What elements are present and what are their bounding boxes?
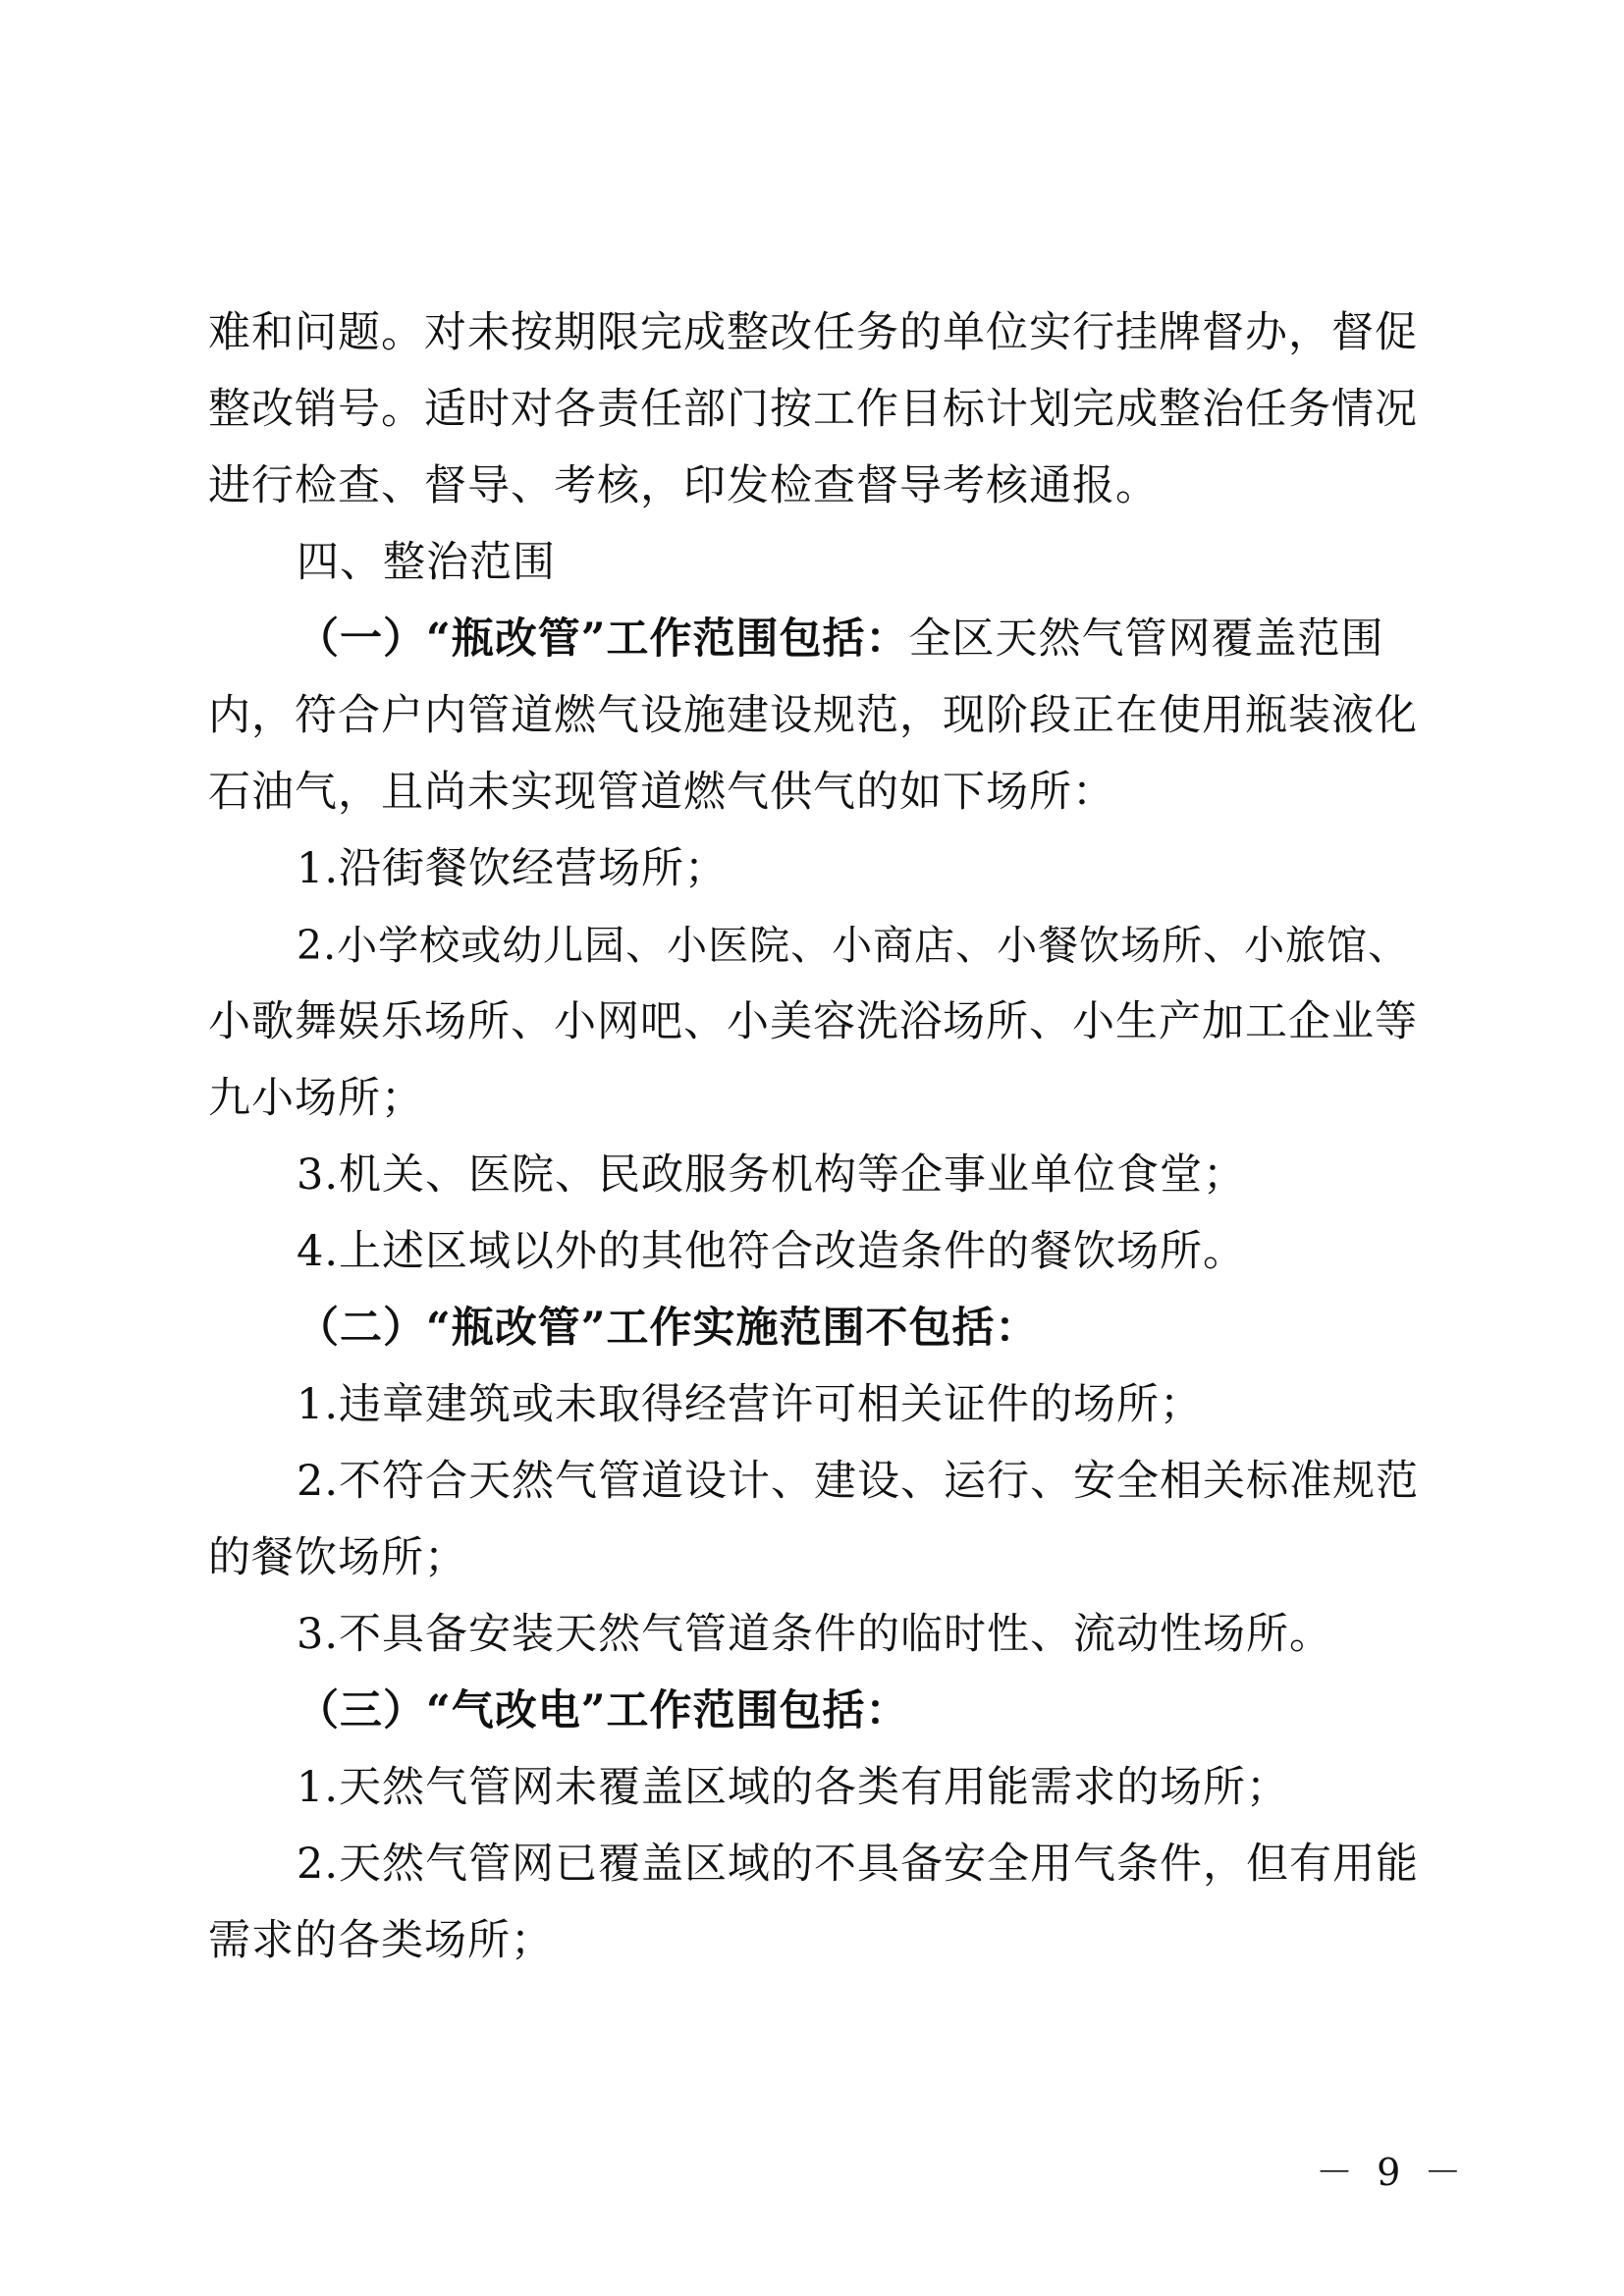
list-item: 3.机关、医院、民政服务机构等企事业单位食堂； — [297, 1150, 1247, 1200]
list-item: 1.违章建筑或未取得经营许可相关证件的场所； — [297, 1380, 1204, 1429]
paragraph-line: 进行检查、督导、考核，印发检查督导考核通报。 — [208, 461, 1159, 510]
section-heading: 四、整治范围 — [297, 538, 556, 587]
paragraph-line: 石油气，且尚未实现管道燃气供气的如下场所： — [208, 768, 1115, 817]
subsection-heading: （三）“气改电”工作范围包括： — [297, 1686, 909, 1735]
list-item: 1.天然气管网未覆盖区域的各类有用能需求的场所； — [297, 1763, 1290, 1812]
page-number: － 9 － — [1316, 2151, 1468, 2194]
subsection-heading: （二）“瓶改管”工作实施范围不包括： — [297, 1304, 1039, 1353]
list-item: 2.小学校或幼儿园、小医院、小商店、小餐饮场所、小旅馆、 — [297, 922, 1410, 969]
paragraph-line: 内，符合户内管道燃气设施建设规范，现阶段正在使用瓶装液化 — [208, 691, 1418, 740]
list-item: 1.沿街餐饮经营场所； — [297, 844, 729, 893]
list-item: 2.天然气管网已覆盖区域的不具备安全用气条件，但有用能 — [297, 1840, 1420, 1889]
paragraph-line: 整改销号。适时对各责任部门按工作目标计划完成整治任务情况 — [208, 385, 1418, 434]
list-item: 4.上述区域以外的其他符合改造条件的餐饮场所。 — [297, 1227, 1247, 1276]
list-item-continuation: 九小场所； — [208, 1074, 424, 1123]
list-item-continuation: 需求的各类场所； — [208, 1916, 554, 1965]
subsection-line — [208, 601, 1426, 677]
subsection-text: 全区天然气管网覆盖范围 — [908, 614, 1384, 664]
list-item: 3.不具备安装天然气管道条件的临时性、流动性场所。 — [297, 1610, 1333, 1659]
document-body — [208, 294, 1426, 1979]
list-item: 2.不符合天然气管道设计、建设、运行、安全相关标准规范 — [297, 1457, 1420, 1506]
list-item-continuation: 的餐饮场所； — [208, 1533, 467, 1582]
subsection-heading: （一）“瓶改管”工作范围包括： — [297, 614, 909, 664]
paragraph-line: 难和问题。对未按期限完成整改任务的单位实行挂牌督办，督促 — [208, 308, 1418, 357]
list-item-continuation: 小歌舞娱乐场所、小网吧、小美容洗浴场所、小生产加工企业等 — [208, 997, 1418, 1046]
